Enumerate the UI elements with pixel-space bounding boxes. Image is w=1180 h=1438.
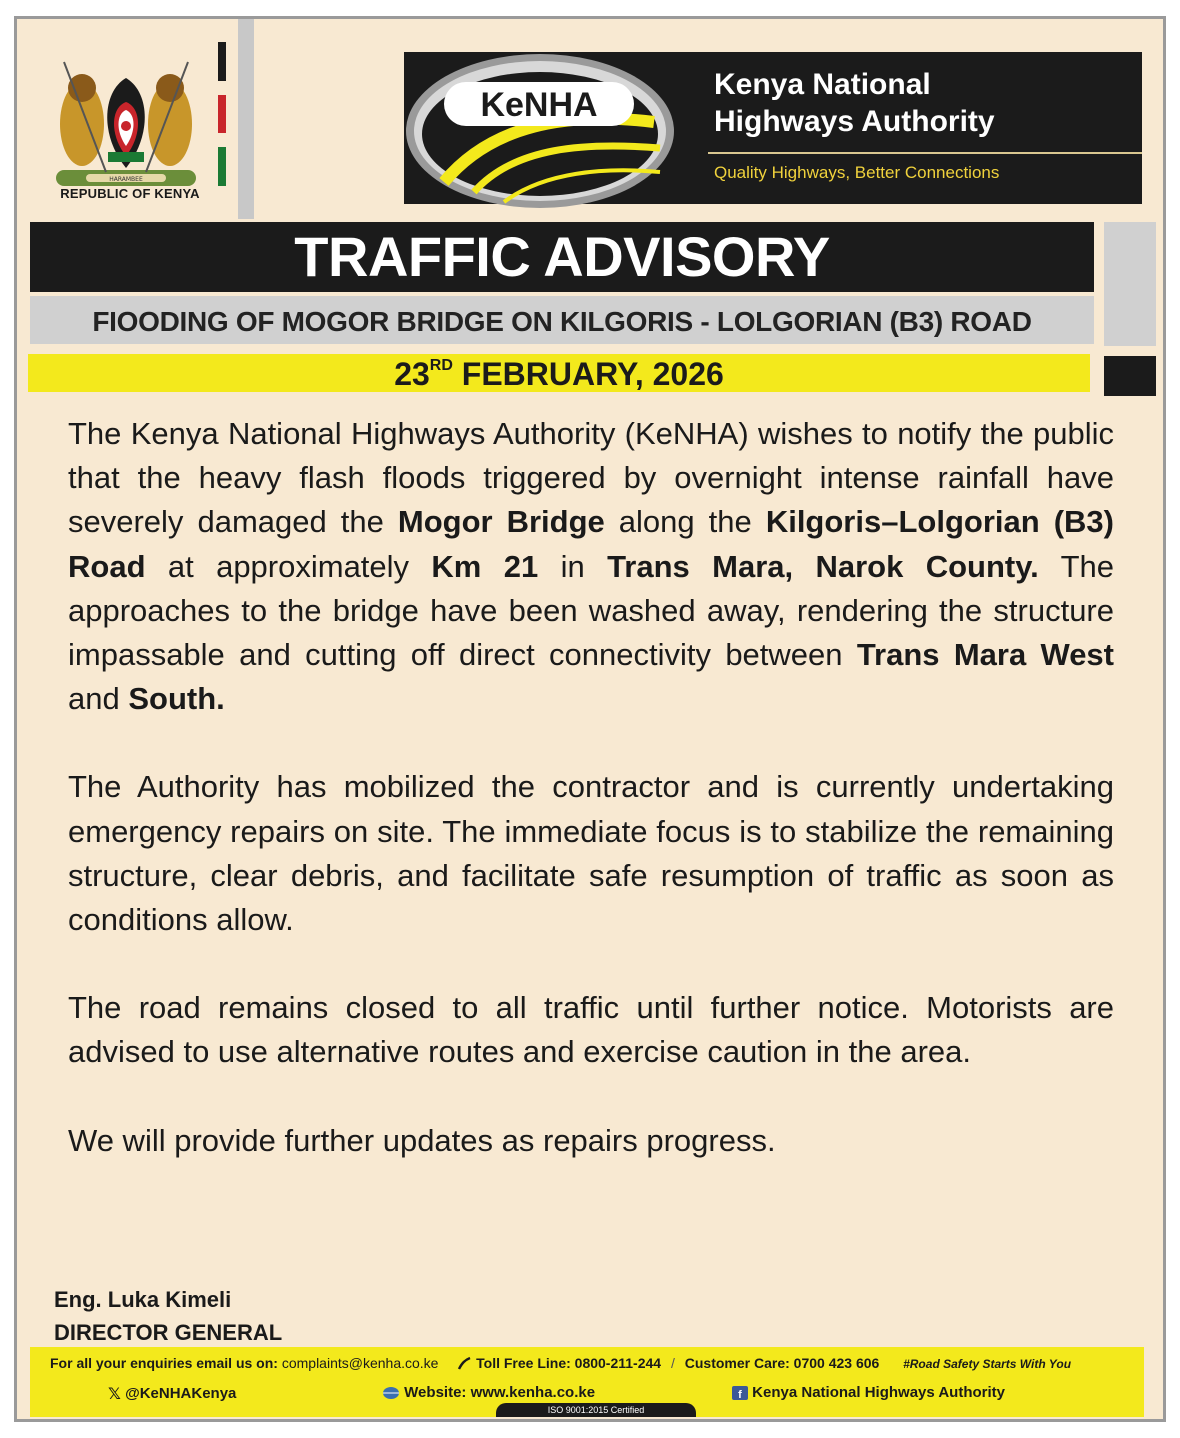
- kenha-logo-icon: [404, 52, 676, 210]
- email-link[interactable]: complaints@kenha.co.ke: [281, 1355, 439, 1371]
- svg-text:f: f: [738, 1389, 742, 1401]
- iso-certification: ISO 9001:2015 Certified: [496, 1403, 696, 1417]
- facebook-page[interactable]: Kenya National Highways Authority: [752, 1384, 1005, 1401]
- advisory-body: [68, 412, 1114, 1207]
- p1-bold-south: South.: [128, 681, 225, 717]
- body-paragraph-2: The Authority has mobilized the contractor and is currently undertaking emergency repairs on site. The immediate focus is to stabilize the remaining structure, clear debris, and facilitate safe resumption of traffic as soon as conditions allow.: [68, 769, 1114, 938]
- p1-bold-bridge: Mogor Bridge: [397, 504, 605, 540]
- signature-block: [54, 1283, 282, 1349]
- p1-text-6: and: [68, 681, 129, 717]
- p1-text-2: along the: [604, 504, 766, 540]
- org-name-line2: Highways Authority: [714, 105, 995, 138]
- flag-black-segment: [218, 42, 226, 81]
- signatory-title: DIRECTOR GENERAL: [54, 1320, 283, 1345]
- footer-website[interactable]: [382, 1384, 595, 1401]
- body-paragraph-3: The road remains closed to all traffic until further notice. Motorists are advised to use alternative routes and exercise caution in the area.: [68, 990, 1114, 1070]
- p1-text-1: The Kenya National Highways Authority (KeNHA) wishes to notify the public that the heavy flash floods triggered by overnight intense rainfall have severely damaged the: [68, 416, 1114, 540]
- crest-caption: REPUBLIC OF KENYA: [60, 186, 200, 201]
- flag-red-segment: [218, 95, 226, 134]
- tagline-divider: [708, 152, 1142, 154]
- customer-care-line[interactable]: Customer Care: 0700 423 606: [684, 1355, 880, 1371]
- body-paragraph-1: [68, 412, 1114, 721]
- toll-free-line[interactable]: Toll Free Line: 0800-211-244: [476, 1355, 662, 1371]
- footer-twitter[interactable]: [108, 1384, 236, 1404]
- facebook-icon: [732, 1386, 748, 1400]
- p1-bold-road: Kilgoris–Lolgorian (B3) Road: [68, 504, 1114, 584]
- side-gray-block: [1104, 222, 1156, 346]
- tagline: Quality Highways, Better Connections: [714, 163, 1000, 182]
- date-rest: FEBRUARY, 2026: [461, 356, 724, 392]
- footer-contact-line: For all your enquiries email us on: complaints@kenha.co.ke Toll Free Line: 0800-211-244 / Customer Care: 0700 423 606 #Road Safety Starts With You: [50, 1355, 1072, 1371]
- signatory-name: Eng. Luka Kimeli: [54, 1287, 232, 1312]
- advisory-title: TRAFFIC ADVISORY: [30, 222, 1094, 292]
- advisory-date: [28, 354, 1090, 392]
- svg-text:KeNHA: KeNHA: [480, 86, 598, 124]
- svg-text:HARAMBEE: HARAMBEE: [109, 176, 143, 183]
- flag-color-bar: [218, 42, 226, 196]
- p1-bold-west: Trans Mara West: [856, 637, 1115, 673]
- organization-name: [714, 66, 995, 140]
- p1-text-5: The approaches to the bridge have been washed away, rendering the structure impassable and cutting off direct connectivity between: [68, 548, 1115, 673]
- side-black-block: [1104, 356, 1156, 396]
- x-twitter-icon: 𝕏: [108, 1386, 121, 1403]
- advisory-subtitle: FIOODING OF MOGOR BRIDGE ON KILGORIS - LOLGORIAN (B3) ROAD: [30, 296, 1094, 344]
- enquiries-label: For all your enquiries email us on:: [50, 1355, 278, 1371]
- flag-green-segment: [218, 147, 226, 186]
- road-safety-hashtag: #Road Safety Starts With You: [903, 1357, 1072, 1371]
- p1-bold-county: Trans Mara, Narok County.: [607, 548, 1039, 584]
- phone-icon: [456, 1356, 472, 1372]
- body-paragraph-4: We will provide further updates as repairs progress.: [68, 1122, 776, 1158]
- globe-icon: [382, 1386, 400, 1400]
- kenya-coat-of-arms-icon: [46, 52, 206, 198]
- p1-text-4: in: [538, 548, 608, 584]
- footer-facebook[interactable]: [732, 1384, 1005, 1401]
- p1-text-3: at approximately: [145, 548, 432, 584]
- twitter-handle[interactable]: @KeNHAKenya: [125, 1384, 237, 1402]
- header-divider: [238, 19, 254, 219]
- p1-bold-km: Km 21: [431, 548, 539, 584]
- website-link[interactable]: Website: www.kenha.co.ke: [404, 1384, 596, 1401]
- date-day: 23: [394, 356, 430, 392]
- date-suffix: RD: [429, 357, 453, 374]
- org-name-line1: Kenya National: [714, 68, 931, 101]
